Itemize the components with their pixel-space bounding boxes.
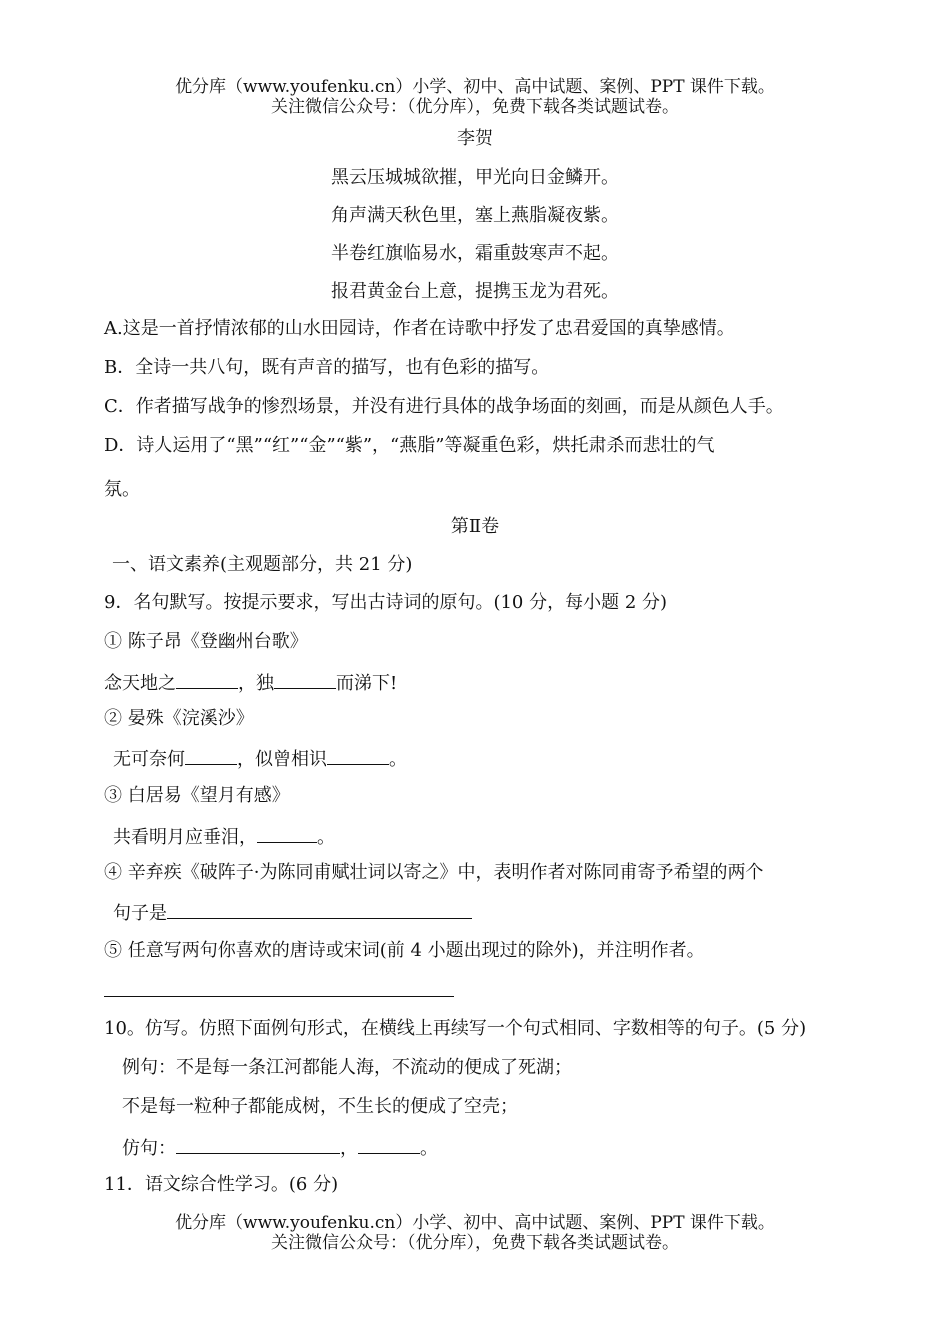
- section-title: 第Ⅱ卷: [450, 516, 500, 537]
- answer-blank[interactable]: [176, 670, 238, 689]
- poem-author: 李贺: [457, 128, 493, 149]
- q9-item-2-line: [113, 746, 407, 771]
- answer-blank[interactable]: [358, 1135, 420, 1154]
- question-10-title: 10。仿写。仿照下面例句形式，在横线上再续写一个句式相同、字数相等的句子。(5 分): [104, 1018, 807, 1039]
- q10-imitation-line: [122, 1135, 438, 1160]
- text-segment: 句子是: [113, 903, 167, 924]
- q9-item-5-text: ⑤ 任意写两句你喜欢的唐诗或宋词(前 4 小题出现过的除外)，并注明作者。: [104, 940, 705, 961]
- answer-blank[interactable]: [257, 824, 317, 843]
- text-segment: 。: [389, 749, 407, 770]
- answer-blank[interactable]: [327, 746, 389, 765]
- poem-line: 角声满天秋色里，塞上燕脂凝夜紫。: [331, 205, 619, 226]
- answer-blank[interactable]: [274, 670, 336, 689]
- q10-example-1: 例句：不是每一条江河都能人海，不流动的便成了死湖；: [122, 1057, 572, 1078]
- q9-item-1-source: ① 陈子昂《登幽州台歌》: [104, 631, 308, 652]
- q9-item-4-text: ④ 辛弃疾《破阵子·为陈同甫赋壮词以寄之》中，表明作者对陈同甫寄予希望的两个: [104, 862, 764, 883]
- poem-line: 半卷红旗临易水，霜重鼓寒声不起。: [331, 243, 619, 264]
- text-segment: 念天地之: [104, 673, 176, 694]
- option-b: B．全诗一共八句，既有声音的描写，也有色彩的描写。: [104, 357, 550, 378]
- q9-item-3-line: [113, 824, 335, 849]
- text-segment: 而涕下!: [336, 673, 398, 694]
- footer-line-2: 关注微信公众号：（优分库），免费下载各类试题试卷。: [271, 1233, 679, 1253]
- answer-blank[interactable]: [176, 1135, 340, 1154]
- option-d-continued: 氛。: [104, 479, 140, 500]
- option-d: D．诗人运用了“黑”“红”“金”“紫”，“燕脂”等凝重色彩，烘托肃杀而悲壮的气: [104, 435, 715, 456]
- text-segment: 仿句：: [122, 1138, 176, 1159]
- q9-item-1-line: [104, 670, 397, 695]
- q9-item-2-source: ② 晏殊《浣溪沙》: [104, 708, 254, 729]
- question-9-title: 9．名句默写。按提示要求，写出古诗词的原句。(10 分，每小题 2 分): [104, 592, 668, 613]
- footer-line-1: 优分库（www.youfenku.cn）小学、初中、高中试题、案例、PPT 课件下载。: [175, 1213, 775, 1233]
- answer-blank[interactable]: [185, 746, 237, 765]
- text-segment: 。: [420, 1138, 438, 1159]
- answer-line[interactable]: [104, 996, 454, 997]
- text-segment: 共看明月应垂泪，: [113, 827, 257, 848]
- q10-example-2: 不是每一粒种子都能成树，不生长的便成了空壳；: [122, 1096, 518, 1117]
- poem-line: 黑云压城城欲摧，甲光向日金鳞开。: [331, 167, 619, 188]
- answer-blank[interactable]: [167, 900, 472, 919]
- question-11-title: 11．语文综合性学习。(6 分): [104, 1174, 339, 1195]
- text-segment: ，独: [238, 673, 274, 694]
- header-line-2: 关注微信公众号：（优分库），免费下载各类试题试卷。: [271, 97, 679, 117]
- option-a: A.这是一首抒情浓郁的山水田园诗，作者在诗歌中抒发了忠君爱国的真挚感情。: [104, 318, 735, 339]
- q9-item-3-source: ③ 白居易《望月有感》: [104, 785, 290, 806]
- option-c: C．作者描写战争的惨烈场景，并没有进行具体的战争场面的刻画，而是从颜色人手。: [104, 396, 784, 417]
- text-segment: ，: [340, 1138, 358, 1159]
- text-segment: ，似曾相识: [237, 749, 327, 770]
- header-line-1: 优分库（www.youfenku.cn）小学、初中、高中试题、案例、PPT 课件下载。: [175, 77, 775, 97]
- poem-line: 报君黄金台上意，提携玉龙为君死。: [331, 281, 619, 302]
- text-segment: 。: [317, 827, 335, 848]
- section-part-heading: 一、语文素养(主观题部分，共 21 分): [112, 554, 413, 575]
- q9-item-4-line: [113, 900, 472, 925]
- text-segment: 无可奈何: [113, 749, 185, 770]
